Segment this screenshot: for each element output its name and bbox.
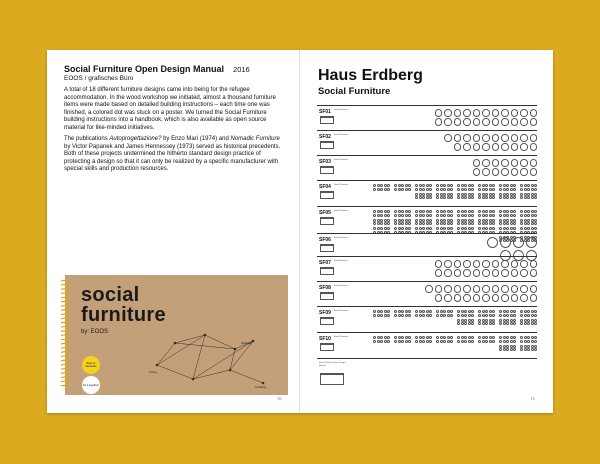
- tally-circle: [482, 294, 490, 302]
- tally-circle: [530, 260, 538, 268]
- tally-dot-group: [457, 184, 474, 191]
- tally-dot-group: [415, 336, 432, 343]
- tally-circle: [487, 237, 498, 248]
- furniture-sketch-icon: [320, 166, 334, 174]
- tally-circle: [473, 159, 481, 167]
- tally-circle: [482, 285, 490, 293]
- poster-title: Haus Erdberg: [318, 67, 423, 84]
- tally-circle: [492, 285, 500, 293]
- tally-dot-group: [394, 210, 411, 217]
- poster-subtitle: Social Furniture: [318, 86, 391, 97]
- tally-marks: [357, 184, 537, 199]
- page-number-left: 70: [277, 396, 282, 401]
- furniture-sketch-icon: [320, 343, 334, 351]
- tally-dot-group: [499, 336, 516, 343]
- tally-dot-group: [520, 310, 537, 317]
- tally-circle: [530, 143, 538, 151]
- tally-circle: [520, 269, 528, 277]
- tally-circle: [444, 109, 452, 117]
- spiral-binding-icon: [59, 279, 71, 391]
- tally-circle: [482, 260, 490, 268]
- tally-circle: [482, 168, 490, 176]
- furniture-code: SF02: [319, 134, 331, 140]
- cover-title-line2: furniture: [81, 304, 166, 326]
- tally-circle: [473, 168, 481, 176]
- furniture-sketch-icon: [320, 141, 334, 149]
- tally-circle: [482, 118, 490, 126]
- tally-dot-group: [415, 193, 432, 200]
- tally-circle: [473, 143, 481, 151]
- furniture-row: [317, 155, 537, 180]
- furniture-description: Social Furniture Open Design Manual: [319, 362, 346, 367]
- tally-circle: [463, 109, 471, 117]
- tally-circle: [492, 143, 500, 151]
- tally-circle: [501, 109, 509, 117]
- precedents-text-a: The publications: [64, 136, 110, 142]
- project-title: [64, 64, 250, 74]
- right-page: [300, 50, 553, 413]
- tally-circle: [520, 159, 528, 167]
- tally-circle: [511, 134, 519, 142]
- furniture-description: Social Furniture: [334, 310, 349, 312]
- tally-circle: [454, 269, 462, 277]
- tally-circle: [526, 237, 537, 248]
- tally-circle: [530, 118, 538, 126]
- tally-dot-group: [499, 345, 516, 352]
- project-credits: EOOS / grafisches Büro: [64, 75, 134, 82]
- tally-circle: [520, 294, 528, 302]
- precedents-paragraph: [64, 136, 286, 174]
- tally-dot-group: [415, 210, 432, 217]
- tally-circle: [511, 118, 519, 126]
- furniture-code: SF08: [319, 285, 331, 291]
- tally-circle: [454, 260, 462, 268]
- furniture-description: Social Furniture: [334, 134, 349, 136]
- furniture-description: Social Furniture: [334, 184, 349, 186]
- furniture-row: [317, 130, 537, 155]
- tally-circle: [520, 285, 528, 293]
- tally-circle: [513, 237, 524, 248]
- tally-dot-group: [457, 193, 474, 200]
- tally-circle: [501, 168, 509, 176]
- furniture-row: [317, 332, 537, 358]
- tally-circle: [492, 118, 500, 126]
- tally-circle: [511, 294, 519, 302]
- tally-circle: [530, 134, 538, 142]
- tally-circle: [501, 260, 509, 268]
- tally-dot-group: [520, 193, 537, 200]
- tally-dot-group: [373, 210, 390, 217]
- tally-dot-group: [457, 319, 474, 326]
- tally-dot-group: [520, 210, 537, 217]
- furniture-sketch-icon: [320, 244, 334, 252]
- tally-dot-group: [520, 184, 537, 191]
- page-number-right: 71: [530, 396, 535, 401]
- tally-circle: [501, 294, 509, 302]
- tally-circle: [511, 159, 519, 167]
- tally-circle: [501, 118, 509, 126]
- tally-marks: [357, 310, 537, 325]
- tally-dot-group: [436, 310, 453, 317]
- tally-circle: [482, 143, 490, 151]
- furniture-code: SF10: [319, 336, 331, 342]
- tally-circle: [492, 134, 500, 142]
- furniture-description: Social Furniture: [334, 260, 349, 262]
- tally-circle: [463, 269, 471, 277]
- furniture-row: [317, 105, 537, 130]
- tally-dot-group: [520, 345, 537, 352]
- furniture-description: Social Furniture: [334, 159, 349, 161]
- tally-circle: [520, 260, 528, 268]
- tally-circle: [435, 285, 443, 293]
- tally-marks: [423, 285, 537, 302]
- tally-circle: [473, 260, 481, 268]
- tally-dot-group: [394, 184, 411, 191]
- furniture-code: SF06: [319, 237, 331, 243]
- tally-circle: [435, 269, 443, 277]
- tally-circle: [444, 294, 452, 302]
- tally-circle: [463, 285, 471, 293]
- tally-circle: [511, 109, 519, 117]
- tally-dot-group: [478, 193, 495, 200]
- tally-circle: [530, 269, 538, 277]
- tally-dot-group: [499, 184, 516, 191]
- tally-circle: [530, 168, 538, 176]
- tally-dot-group: [394, 336, 411, 343]
- project-year: 2016: [233, 65, 250, 74]
- furniture-code: SF04: [319, 184, 331, 190]
- tally-circle: [454, 143, 462, 151]
- tally-dot-group: [499, 310, 516, 317]
- tally-circle: [482, 134, 490, 142]
- tally-circle: [530, 285, 538, 293]
- cover-title-line1: social: [81, 284, 140, 306]
- tally-marks: [442, 134, 537, 151]
- tally-circle: [492, 294, 500, 302]
- tally-circle: [444, 118, 452, 126]
- tally-circle: [473, 118, 481, 126]
- tally-circle: [435, 260, 443, 268]
- furniture-sketch-icon: [320, 292, 334, 300]
- tally-circle: [454, 285, 462, 293]
- furniture-row: [317, 180, 537, 206]
- tally-marks: [357, 336, 537, 351]
- tally-dot-group: [499, 219, 516, 226]
- tally-circle: [425, 285, 433, 293]
- tally-circle: [511, 168, 519, 176]
- tally-circle: [473, 285, 481, 293]
- tally-circle: [492, 168, 500, 176]
- tally-circle: [500, 237, 511, 248]
- furniture-description: Social Furniture: [334, 237, 349, 239]
- tally-circle: [444, 285, 452, 293]
- tally-circle: [501, 143, 509, 151]
- furniture-sketch-icon: [320, 191, 334, 199]
- project-title-text: Social Furniture Open Design Manual: [64, 64, 225, 74]
- tally-circle: [463, 294, 471, 302]
- tally-circle: [473, 109, 481, 117]
- furniture-tally-grid: [317, 105, 537, 393]
- tally-circle: [482, 159, 490, 167]
- precedents-text-b: by Enzo Mari (1974) and: [161, 136, 231, 142]
- tally-circle: [454, 134, 462, 142]
- furniture-code: SF01: [319, 109, 331, 115]
- tally-dot-group: [499, 210, 516, 217]
- tally-dot-group: [520, 219, 537, 226]
- tally-circle: [520, 168, 528, 176]
- precedents-text-c: by Victor Papanek and James Hennessey (1973) served as historical precedents. Both of these projects undermined the hitherto standard design practice of protecting a design so that it can only be realized by a specific manufacturer with special skills and production resources.: [64, 143, 281, 173]
- tally-circle: [530, 294, 538, 302]
- tally-dot-group: [457, 210, 474, 217]
- furniture-sketch-icon: [320, 267, 334, 275]
- furniture-description: Social Furniture: [334, 336, 349, 338]
- tally-circle: [463, 118, 471, 126]
- furniture-row: [317, 306, 537, 332]
- manual-cover-image: [65, 275, 288, 395]
- furniture-sketch-icon: [320, 317, 334, 325]
- tally-circle: [482, 269, 490, 277]
- left-page: [47, 50, 300, 413]
- tally-circle: [511, 285, 519, 293]
- tally-dot-group: [436, 336, 453, 343]
- tally-dot-group: [436, 210, 453, 217]
- tally-circle: [492, 159, 500, 167]
- book-reference-papanek: Nomadic Furniture: [230, 136, 280, 142]
- cover-label-living: Living: [149, 370, 157, 374]
- tally-marks: [433, 109, 538, 126]
- tally-circle: [492, 269, 500, 277]
- tally-dot-group: [478, 219, 495, 226]
- cover-label-cooking: Cooking: [255, 385, 267, 389]
- furniture-row: [317, 206, 537, 233]
- tally-circle: [435, 109, 443, 117]
- tally-circle: [463, 134, 471, 142]
- tally-circle: [444, 260, 452, 268]
- tally-circle: [520, 109, 528, 117]
- tally-dot-group: [373, 336, 390, 343]
- tally-circle: [454, 109, 462, 117]
- tally-circle: [501, 159, 509, 167]
- tally-dot-group: [436, 193, 453, 200]
- tally-dot-group: [415, 219, 432, 226]
- furniture-row: [317, 233, 537, 256]
- tally-marks: [433, 260, 538, 277]
- tally-marks: [471, 159, 538, 176]
- tally-dot-group: [436, 184, 453, 191]
- tally-circle: [482, 109, 490, 117]
- book-spread: [47, 50, 553, 413]
- tally-circle: [511, 260, 519, 268]
- furniture-code: SF05: [319, 210, 331, 216]
- tally-circle: [473, 134, 481, 142]
- tally-circle: [454, 294, 462, 302]
- book-reference-mari: Autoprogettazione?: [109, 136, 162, 142]
- tally-circle: [520, 118, 528, 126]
- tally-dot-group: [415, 184, 432, 191]
- furniture-sketch-icon: [320, 373, 344, 385]
- tally-circle: [473, 269, 481, 277]
- tally-dot-group: [457, 310, 474, 317]
- description-paragraph: A total of 18 different furniture designs came into being for the refugee accommodation. In the wood workshop we initiated, almost a thousand furniture items were made based on detailed building instructions – each time one was finished, a colored dot was stuck on a poster. We turned the Social Furniture building instructions into a handbook, which is also available as open source material for like-minded initiatives.: [64, 87, 276, 131]
- furniture-row: [317, 358, 537, 393]
- cover-title: [81, 285, 166, 325]
- furniture-sketch-icon: [320, 217, 334, 225]
- furniture-row: [317, 256, 537, 281]
- tally-dot-group: [478, 336, 495, 343]
- tally-dot-group: [457, 219, 474, 226]
- furniture-description: Social Furniture: [334, 109, 349, 111]
- tally-dot-group: [373, 219, 390, 226]
- cover-author: by: EOOS: [81, 329, 109, 335]
- tally-circle: [511, 143, 519, 151]
- tally-circle: [492, 109, 500, 117]
- tally-circle: [444, 269, 452, 277]
- tally-dot-group: [436, 219, 453, 226]
- furniture-description: Social Furniture: [334, 210, 349, 212]
- tally-circle: [435, 294, 443, 302]
- furniture-code: SF07: [319, 260, 331, 266]
- tally-circle: [492, 260, 500, 268]
- tally-dot-group: [499, 193, 516, 200]
- tally-dot-group: [373, 184, 390, 191]
- tally-dot-group: [394, 219, 411, 226]
- tally-dot-group: [520, 336, 537, 343]
- furniture-code: SF03: [319, 159, 331, 165]
- furniture-description: Social Furniture: [334, 285, 349, 287]
- tally-circle: [530, 159, 538, 167]
- tally-circle: [530, 109, 538, 117]
- cover-label-working: Working: [241, 341, 252, 345]
- network-diagram-icon: [135, 323, 285, 393]
- tally-dot-group: [478, 184, 495, 191]
- tally-circle: [511, 269, 519, 277]
- tally-circle: [501, 269, 509, 277]
- tally-dot-group: [415, 310, 432, 317]
- tally-circle: [501, 285, 509, 293]
- tally-circle: [463, 143, 471, 151]
- tally-circle: [501, 134, 509, 142]
- furniture-code: SF09: [319, 310, 331, 316]
- tally-dot-group: [478, 319, 495, 326]
- tally-dot-group: [499, 319, 516, 326]
- tally-circle: [454, 118, 462, 126]
- tally-dot-group: [457, 336, 474, 343]
- tally-circle: [520, 143, 528, 151]
- tally-dot-group: [373, 310, 390, 317]
- tally-circle: [520, 134, 528, 142]
- tally-dot-group: [394, 310, 411, 317]
- furniture-row: [317, 281, 537, 306]
- furniture-sketch-icon: [320, 116, 334, 124]
- tally-circle: [444, 134, 452, 142]
- white-sticker: Do it together!: [82, 376, 100, 394]
- tally-circle: [463, 260, 471, 268]
- tally-dot-group: [478, 210, 495, 217]
- tally-circle: [473, 294, 481, 302]
- tally-circle: [435, 118, 443, 126]
- yellow-sticker: Easy to assemble: [82, 356, 100, 374]
- tally-dot-group: [520, 319, 537, 326]
- tally-dot-group: [478, 310, 495, 317]
